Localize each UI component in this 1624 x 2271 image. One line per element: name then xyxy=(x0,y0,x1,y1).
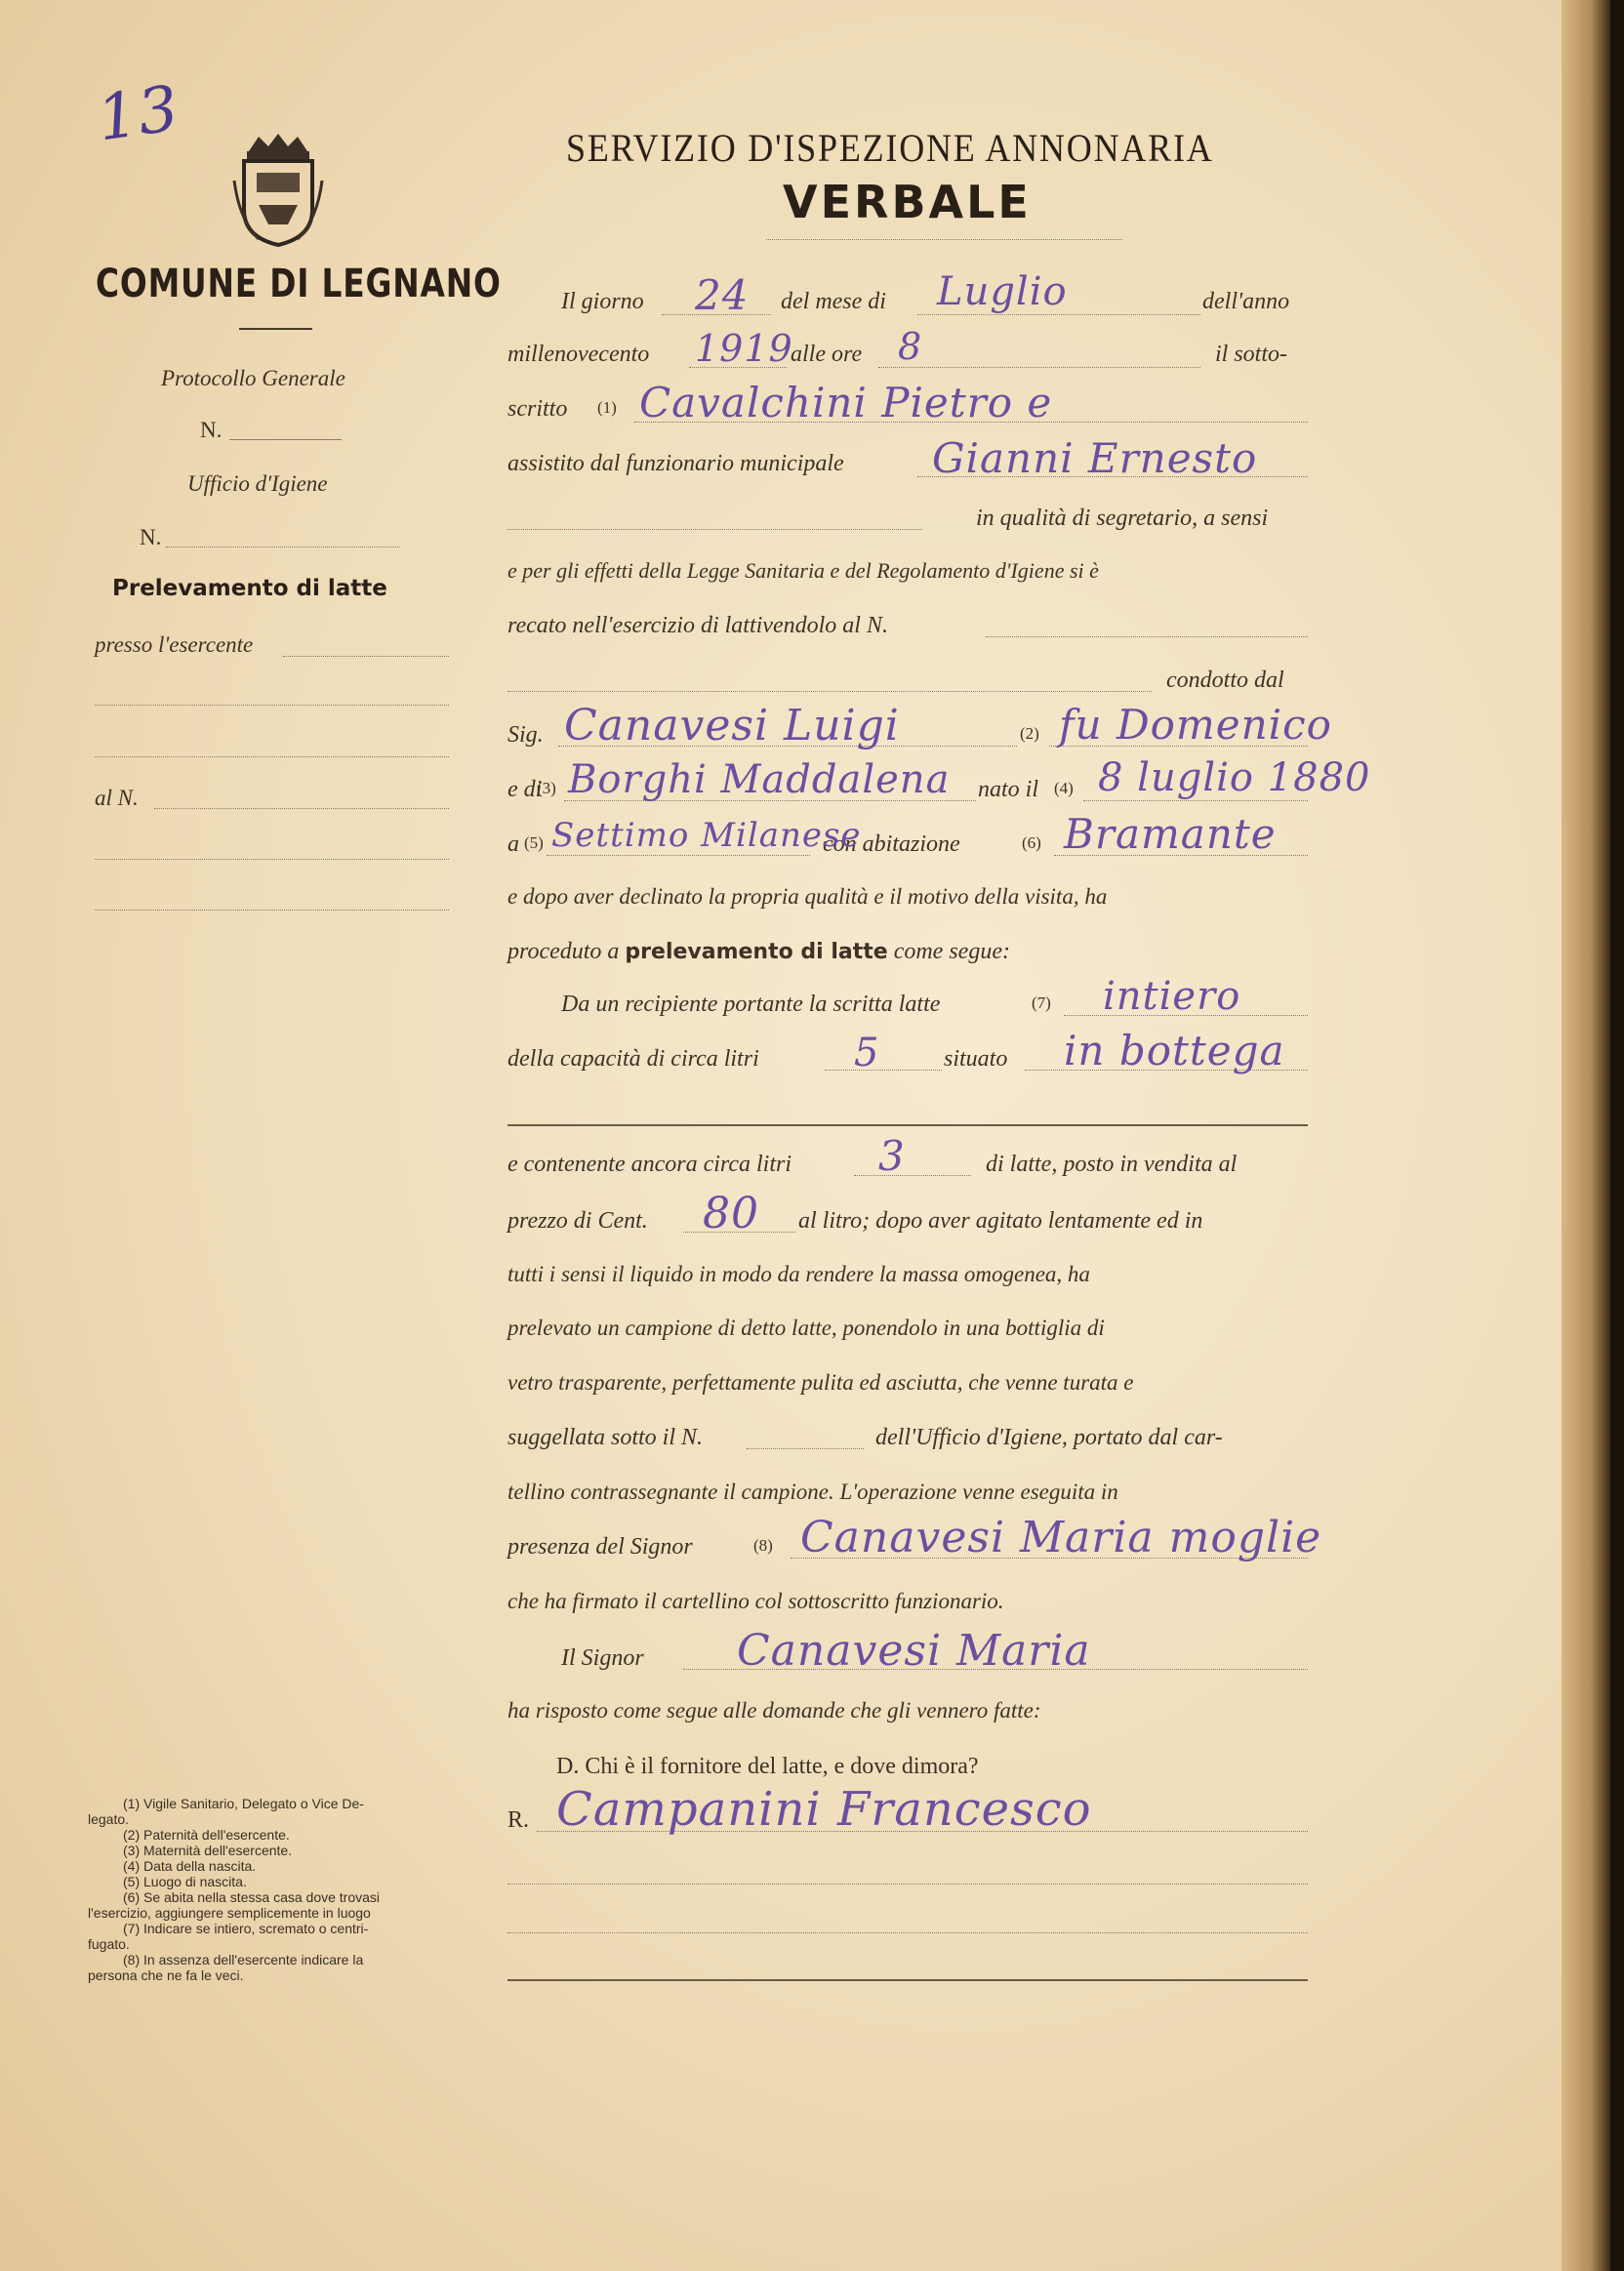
divider xyxy=(239,328,312,330)
contenente-value: 3 xyxy=(878,1132,906,1180)
row-tellino: tellino contrassegnante il campione. L'operazione venne eseguita in xyxy=(508,1480,1118,1504)
prelevamento-label: prelevamento di latte xyxy=(625,940,888,964)
sottoscritto-name: Cavalchini Pietro e xyxy=(639,379,1053,426)
condotto-line xyxy=(508,691,1152,692)
footnotes xyxy=(88,1796,459,1983)
note-ref-4: (4) xyxy=(1054,779,1074,797)
coat-of-arms-icon xyxy=(229,132,327,249)
footnote: (5) Luogo di nascita. xyxy=(123,1874,247,1889)
protocol-number-line xyxy=(229,439,342,440)
row-firmato: che ha firmato il cartellino col sottoscritto funzionario. xyxy=(508,1589,1004,1613)
anno-label: dell'anno xyxy=(1202,289,1290,314)
capacita-extra-line xyxy=(508,1124,1308,1126)
presso-line-2 xyxy=(95,705,449,706)
row-declinato: e dopo aver declinato la propria qualità e il motivo della visita, ha xyxy=(508,884,1108,909)
row-vetro: vetro trasparente, perfettamente pulita ed asciutta, che venne turata e xyxy=(508,1370,1134,1395)
note-ref-3: (3) xyxy=(537,779,556,797)
al-n-line-1 xyxy=(154,808,449,809)
municipality-name: COMUNE DI LEGNANO xyxy=(96,262,502,306)
come-segue-label: come segue: xyxy=(893,939,1010,964)
recato-line xyxy=(986,636,1308,637)
millenovecento-label: millenovecento xyxy=(508,342,650,367)
prezzo-label: prezzo di Cent. xyxy=(508,1208,648,1234)
row-tutti: tutti i sensi il liquido in modo da rendere la massa omogenea, ha xyxy=(508,1262,1090,1286)
proceduto-label: proceduto a xyxy=(508,939,620,964)
verbale-title: VERBALE xyxy=(783,176,1032,228)
form-title: Prelevamento di latte xyxy=(112,576,387,601)
suggellata-label: suggellata sotto il N. xyxy=(508,1425,704,1450)
al-n-line-3 xyxy=(95,910,449,911)
nascita-line xyxy=(1083,800,1308,801)
suggellata-line xyxy=(747,1448,864,1449)
footnote: l'esercizio, aggiungere semplicemente in luogo xyxy=(88,1905,371,1921)
footnote: legato. xyxy=(88,1811,130,1827)
luogo-value: Settimo Milanese xyxy=(551,816,862,855)
ufficio-label: dell'Ufficio d'Igiene, portato dal car- xyxy=(875,1425,1223,1450)
giorno-value: 24 xyxy=(695,271,750,319)
luogo-line xyxy=(547,855,810,856)
presso-line-1 xyxy=(283,656,449,657)
domanda-label: D. Chi è il fornitore del latte, e dove dimora? xyxy=(556,1754,979,1779)
sottoscritto-label: il sotto- xyxy=(1215,342,1288,367)
protocol-label: Protocollo Generale xyxy=(161,366,345,390)
madre-value: Borghi Maddalena xyxy=(568,757,951,802)
sig-label: Sig. xyxy=(508,722,544,748)
contenente-line xyxy=(854,1175,971,1176)
note-ref-1: (1) xyxy=(597,398,617,417)
presenza-label: presenza del Signor xyxy=(508,1534,693,1560)
header-divider xyxy=(766,239,1122,240)
mese-value: Luglio xyxy=(937,269,1068,314)
protocol-number-label: N. xyxy=(200,418,223,442)
office-label: Ufficio d'Igiene xyxy=(187,471,328,496)
page-number-handwritten: 13 xyxy=(93,72,184,156)
footnote: (7) Indicare se intiero, scremato o centri- xyxy=(123,1921,369,1936)
footnote: fugato. xyxy=(88,1936,130,1952)
row-recato xyxy=(508,613,1308,639)
row-risposto: ha risposto come segue alle domande che gli vennero fatte: xyxy=(508,1698,1041,1723)
madre-label: e di xyxy=(508,777,543,802)
note-ref-8: (8) xyxy=(753,1536,773,1555)
situato-value: in bottega xyxy=(1064,1027,1285,1075)
anno-value: 1919 xyxy=(695,327,793,370)
risposta-line-3 xyxy=(508,1932,1308,1933)
note-ref-6: (6) xyxy=(1022,833,1041,852)
esercente-name: Canavesi Luigi xyxy=(564,701,900,750)
footnote: (2) Paternità dell'esercente. xyxy=(123,1827,290,1843)
qualita-line xyxy=(508,529,922,530)
vendita-label: di latte, posto in vendita al xyxy=(986,1152,1238,1177)
footnote: persona che ne fa le veci. xyxy=(88,1967,244,1983)
capacita-label: della capacità di circa litri xyxy=(508,1046,759,1072)
al-n-label: al N. xyxy=(95,786,139,810)
nato-label: nato il xyxy=(978,777,1039,802)
scritta-value: intiero xyxy=(1103,974,1241,1019)
risposta-label: R. xyxy=(508,1807,530,1833)
situato-label: situato xyxy=(944,1046,1008,1072)
recipiente-label: Da un recipiente portante la scritta latte xyxy=(561,992,941,1017)
presso-label: presso l'esercente xyxy=(95,632,254,657)
abitazione-label: con abitazione xyxy=(823,831,960,857)
luogo-label: a xyxy=(508,831,519,857)
footnote: (8) In assenza dell'esercente indicare la xyxy=(123,1952,364,1967)
risposta-line-2 xyxy=(508,1884,1308,1885)
mese-label: del mese di xyxy=(781,289,886,314)
abitazione-value: Bramante xyxy=(1064,810,1277,858)
note-ref-5: (5) xyxy=(524,833,544,852)
scritto-label: scritto xyxy=(508,396,568,422)
note-ref-7: (7) xyxy=(1032,994,1051,1012)
capacita-line xyxy=(825,1070,942,1071)
mese-line xyxy=(917,314,1200,315)
funzionario-value: Gianni Ernesto xyxy=(932,434,1258,482)
row-effetti: e per gli effetti della Legge Sanitaria e del Regolamento d'Igiene si è xyxy=(508,558,1099,583)
prezzo-value: 80 xyxy=(703,1189,759,1238)
footnote: (6) Se abita nella stessa casa dove trovasi xyxy=(123,1889,381,1905)
page-edge xyxy=(1562,0,1610,2271)
ore-value: 8 xyxy=(898,325,923,368)
condotto-label: condotto dal xyxy=(1166,668,1284,693)
risposta-line-4 xyxy=(508,1979,1308,1981)
nascita-value: 8 luglio 1880 xyxy=(1098,755,1371,800)
capacita-value: 5 xyxy=(854,1031,880,1075)
office-number-label: N. xyxy=(140,525,162,549)
ore-line xyxy=(878,367,1200,368)
footnote: (3) Maternità dell'esercente. xyxy=(123,1843,293,1858)
paternita-value: fu Domenico xyxy=(1059,701,1332,749)
giorno-label: Il giorno xyxy=(561,289,644,314)
risposta-value: Campanini Francesco xyxy=(556,1782,1092,1837)
assistito-label: assistito dal funzionario municipale xyxy=(508,451,844,476)
qualita-label: in qualità di segretario, a sensi xyxy=(976,506,1269,531)
footnote: (1) Vigile Sanitario, Delegato o Vice De- xyxy=(123,1796,364,1811)
note-ref-2: (2) xyxy=(1020,724,1039,743)
row-proceduto xyxy=(508,939,1308,965)
contenente-label: e contenente ancora circa litri xyxy=(508,1152,792,1177)
service-title: SERVIZIO D'ISPEZIONE ANNONARIA xyxy=(566,126,1214,170)
presente-value: Canavesi Maria moglie xyxy=(800,1513,1322,1562)
presso-line-3 xyxy=(95,756,449,757)
il-signor-label: Il Signor xyxy=(561,1645,644,1671)
row-prelevato: prelevato un campione di detto latte, ponendolo in una bottiglia di xyxy=(508,1316,1105,1340)
agitato-label: al litro; dopo aver agitato lentamente ed in xyxy=(798,1208,1203,1234)
ore-label: alle ore xyxy=(791,342,863,367)
al-n-line-2 xyxy=(95,859,449,860)
footnote: (4) Data della nascita. xyxy=(123,1858,257,1874)
recato-label: recato nell'esercizio di lattivendolo al N. xyxy=(508,613,888,638)
risponde-value: Canavesi Maria xyxy=(737,1626,1091,1676)
